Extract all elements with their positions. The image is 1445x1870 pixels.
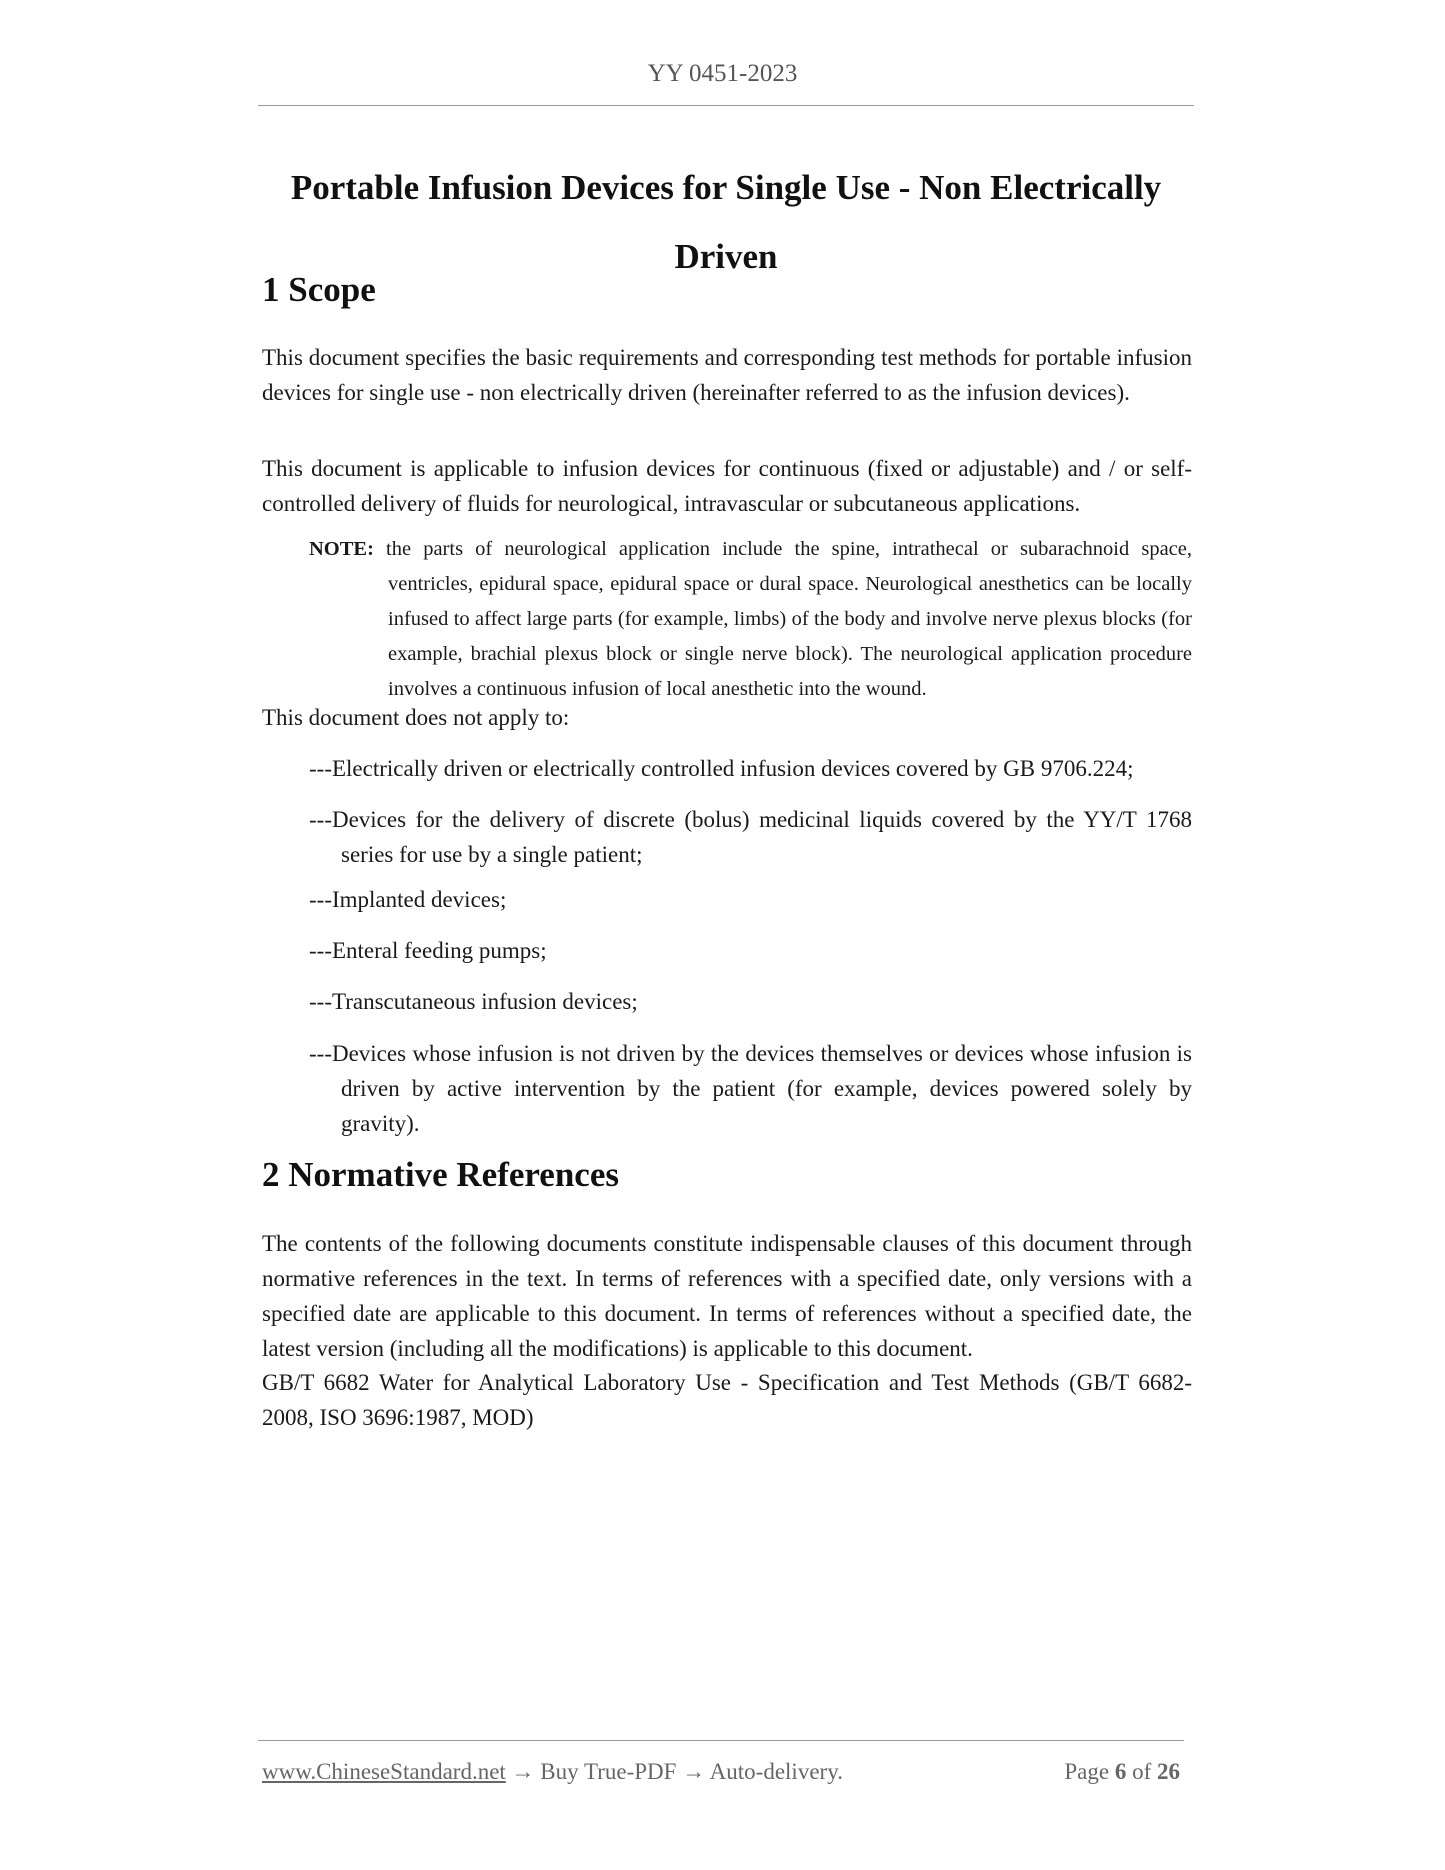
note-label: NOTE: [309,538,374,560]
of-label: of [1132,1759,1152,1784]
note-text: the parts of neurological application include the spine, intrathecal or subarachnoid space, ventricles, epidural space, epidural space or dural space. Neurological anesthetics can be locally infused to affect large parts (for example, limbs) of the body and involve nerve plexus blocks (for example, brachial plexus block or single nerve block). The neurological application procedure involves a continuous infusion of local anesthetic into the wound. [386,538,1192,700]
page-label: Page [1064,1759,1110,1784]
buy-text: Buy True-PDF [540,1759,677,1784]
header-divider [258,105,1194,106]
exclusion-item: ---Electrically driven or electrically controlled infusion devices covered by GB 9706.224; [309,756,1134,781]
scope-paragraph-3: This document does not apply to: [262,705,570,730]
exclusion-item: ---Implanted devices; [309,887,507,912]
section-1-heading: 1 Scope [262,270,376,309]
document-code-header: YY 0451-2023 [647,60,798,87]
exclusion-item: ---Devices for the delivery of discrete (bolus) medicinal liquids covered by the YY/T 1768 series for use by a single patient; [309,807,1192,867]
document-title: Portable Infusion Devices for Single Use - Non Electrically Driven [290,168,1162,276]
scope-paragraph-1: This document specifies the basic requirements and corresponding test methods for portable infusion devices for single use - non electrically driven (hereinafter referred to as the infusion devices). [262,345,1192,405]
scope-note [309,532,1192,707]
section-2-heading: 2 Normative References [262,1155,619,1194]
exclusion-item: ---Enteral feeding pumps; [309,938,547,963]
delivery-text: Auto-delivery. [709,1759,843,1784]
current-page-number: 6 [1114,1759,1127,1784]
normative-reference-entry: GB/T 6682 Water for Analytical Laboratory Use - Specification and Test Methods (GB/T 6682-2008, ISO 3696:1987, MOD) [262,1370,1192,1430]
exclusion-item: ---Devices whose infusion is not driven by the devices themselves or devices whose infusion is driven by active intervention by the patient (for example, devices powered solely by gravity). [309,1041,1192,1136]
footer-divider [258,1740,1184,1741]
website-link[interactable]: www.ChineseStandard.net [262,1759,506,1784]
exclusion-item: ---Transcutaneous infusion devices; [309,989,638,1014]
footer-promo [262,1759,843,1785]
scope-paragraph-2: This document is applicable to infusion devices for continuous (fixed or adjustable) and / or self-controlled delivery of fluids for neurological, intravascular or subcutaneous applications. [262,456,1192,516]
arrow-icon: → [511,1759,535,1784]
normative-paragraph-1: The contents of the following documents constitute indispensable clauses of this document through normative references in the text. In terms of references with a specified date, only versions with a specified date are applicable to this document. In terms of references without a specified date, the latest version (including all the modifications) is applicable to this document. [262,1231,1192,1361]
page-indicator [1064,1759,1180,1785]
total-page-count: 26 [1157,1759,1180,1784]
arrow-icon: → [682,1759,706,1784]
